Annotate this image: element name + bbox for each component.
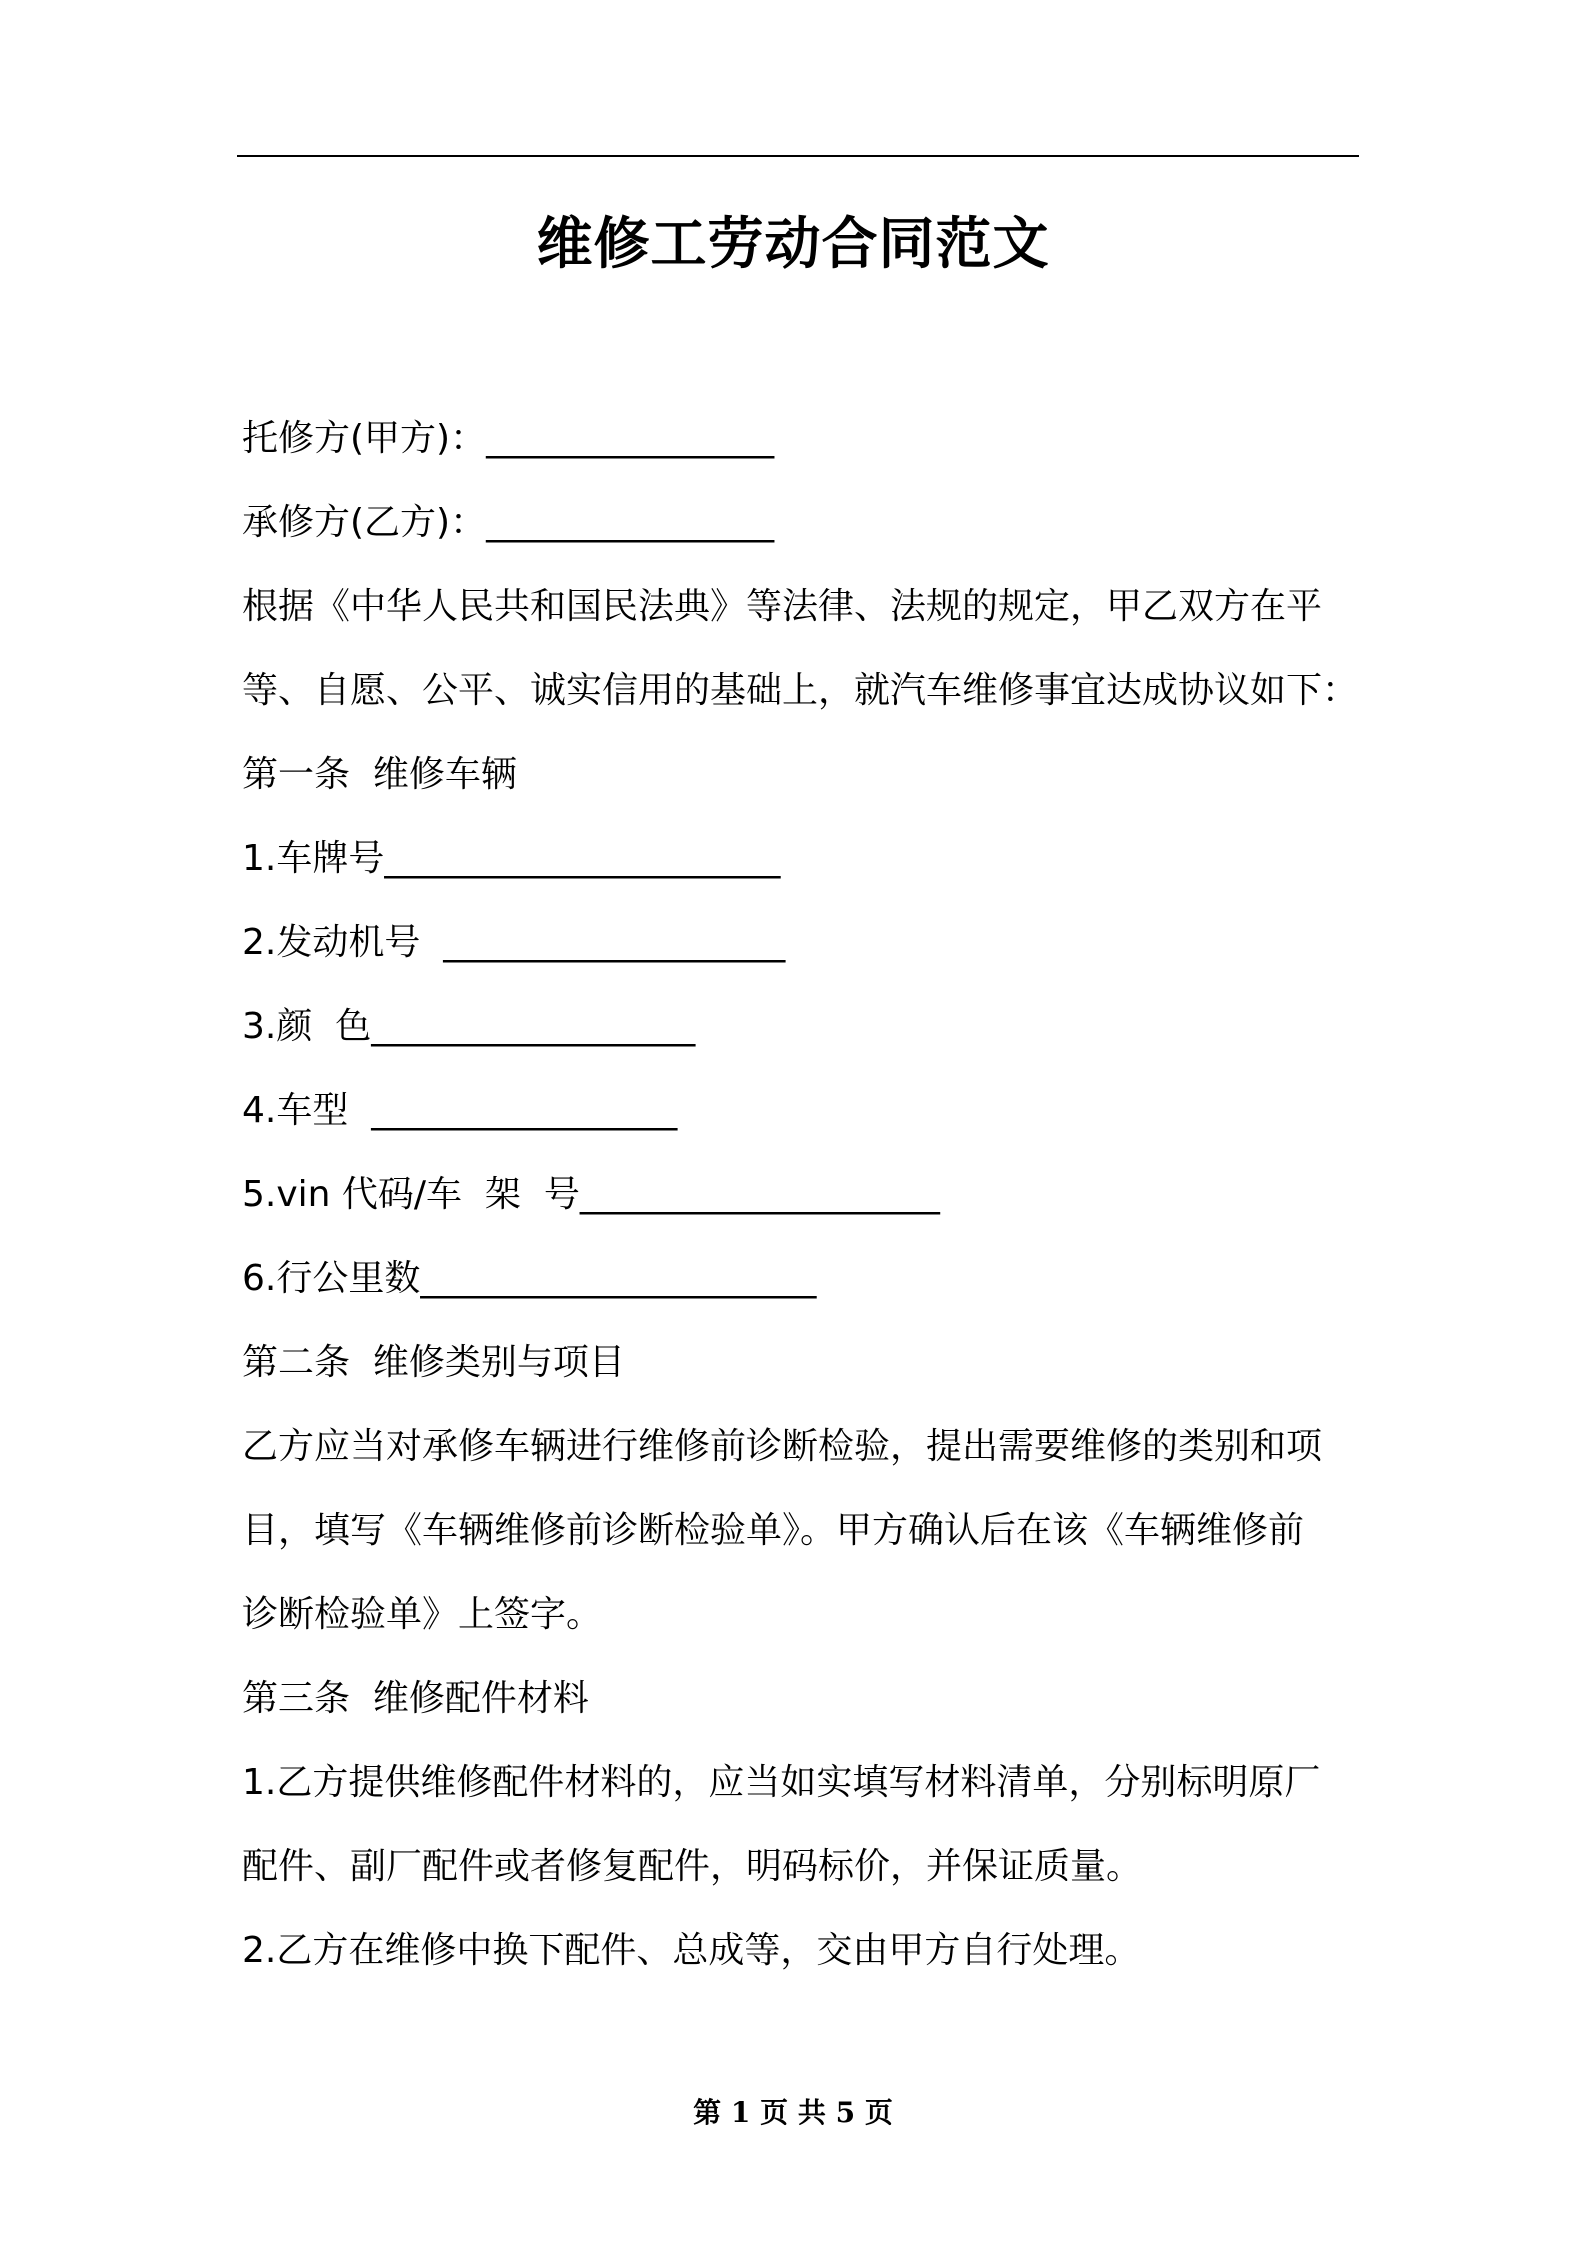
article-1-heading: 第一条 维修车辆	[242, 754, 517, 795]
article-2-line-3: 诊断检验单》上签字。	[242, 1594, 603, 1635]
header-rule	[237, 155, 1359, 157]
model-field: 4.车型 _________________	[242, 1090, 678, 1131]
article-2-line-1: 乙方应当对承修车辆进行维修前诊断检验，提出需要维修的类别和项	[242, 1426, 1323, 1467]
party-b-line: 承修方(乙方)：________________	[242, 502, 775, 543]
plate-number-field: 1.车牌号______________________	[242, 838, 781, 879]
document-body	[242, 397, 1360, 1993]
preamble-line-2: 等、自愿、公平、诚实信用的基础上，就汽车维修事宜达成协议如下：	[242, 670, 1359, 711]
color-field: 3.颜 色__________________	[242, 1006, 696, 1047]
article-3-heading: 第三条 维修配件材料	[242, 1678, 589, 1719]
party-a-line: 托修方(甲方)：________________	[242, 418, 775, 459]
preamble-line-1: 根据《中华人民共和国民法典》等法律、法规的规定，甲乙双方在平	[242, 586, 1323, 627]
mileage-field: 6.行公里数______________________	[242, 1258, 817, 1299]
article-2-heading: 第二条 维修类别与项目	[242, 1342, 625, 1383]
article-2-line-2: 目，填写《车辆维修前诊断检验单》。甲方确认后在该《车辆维修前	[242, 1510, 1305, 1551]
vin-field: 5.vin 代码/车 架 号____________________	[242, 1174, 940, 1215]
article-3-item-1-line-2: 配件、副厂配件或者修复配件，明码标价，并保证质量。	[242, 1846, 1143, 1887]
engine-number-field: 2.发动机号 ___________________	[242, 922, 786, 963]
article-3-item-2: 2.乙方在维修中换下配件、总成等，交由甲方自行处理。	[242, 1930, 1141, 1971]
document-title: 维修工劳动合同范文	[536, 212, 1050, 277]
page-number: 第 1 页 共 5 页	[693, 2096, 893, 2129]
article-3-item-1-line-1: 1.乙方提供维修配件材料的，应当如实填写材料清单，分别标明原厂	[242, 1762, 1321, 1803]
